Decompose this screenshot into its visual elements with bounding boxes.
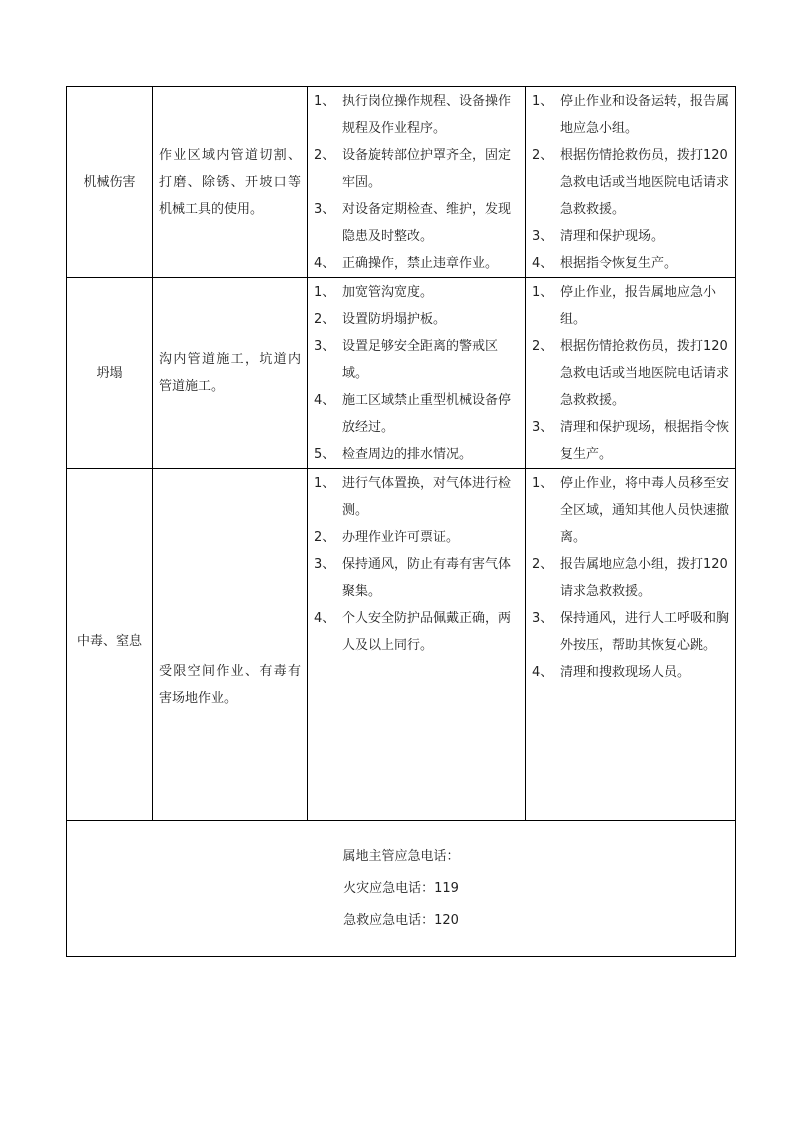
measures-list	[314, 88, 521, 277]
list-item: 2、 根据伤情抢救伤员，拨打120急救电话或当地医院电话请求急救救援。	[532, 148, 730, 217]
list-item: 3、 对设备定期检查、维护，发现隐患及时整改。	[314, 202, 512, 244]
list-item: 2、 报告属地应急小组，拨打120请求急救救援。	[532, 557, 728, 599]
list-item: 4、 施工区域禁止重型机械设备停放经过。	[314, 393, 512, 435]
measures-cell	[308, 469, 526, 821]
list-item: 3、 保持通风，进行人工呼吸和胸外按压，帮助其恢复心跳。	[532, 611, 730, 653]
table-row	[67, 87, 736, 278]
scope-cell: 沟内管道施工，坑道内管道施工。	[153, 278, 308, 469]
scope-cell: 受限空间作业、有毒有害场地作业。	[153, 469, 308, 821]
list-item: 3、 清理和保护现场。	[532, 229, 665, 244]
list-item: 3、 保持通风，防止有毒有害气体聚集。	[314, 557, 512, 599]
measures-cell	[308, 278, 526, 469]
list-item: 4、 根据指令恢复生产。	[532, 256, 678, 271]
responses-list	[532, 470, 731, 686]
list-item: 2、 办理作业许可票证。	[314, 530, 460, 545]
list-item: 4、 清理和搜救现场人员。	[532, 665, 691, 680]
list-item: 2、 根据伤情抢救伤员，拨打120急救电话或当地医院电话请求急救救援。	[532, 339, 730, 408]
responses-cell	[526, 87, 736, 278]
list-item: 1、 执行岗位操作规程、设备操作规程及作业程序。	[314, 94, 512, 136]
list-item: 5、 检查周边的排水情况。	[314, 447, 473, 462]
scope-cell: 作业区域内管道切割、打磨、除锈、开坡口等机械工具的使用。	[153, 87, 308, 278]
medical-phone: 急救应急电话：120	[343, 912, 459, 928]
list-item: 1、 停止作业，报告属地应急小组。	[532, 285, 717, 327]
hazard-cell: 坍塌	[67, 278, 153, 469]
responses-cell	[526, 278, 736, 469]
hazard-cell: 中毒、窒息	[67, 469, 153, 821]
table-row	[67, 469, 736, 821]
contacts-row	[67, 821, 736, 957]
list-item: 2、 设置防坍塌护板。	[314, 312, 447, 327]
measures-list	[314, 470, 521, 659]
emergency-measures-table	[66, 86, 736, 957]
measures-cell	[308, 87, 526, 278]
list-item: 1、 停止作业，将中毒人员移至安全区域，通知其他人员快速撤离。	[532, 476, 730, 545]
contacts-cell	[67, 821, 736, 957]
measures-list	[314, 279, 521, 468]
list-item: 4、 个人安全防护品佩戴正确，两人及以上同行。	[314, 611, 512, 653]
list-item: 3、 设置足够安全距离的警戒区域。	[314, 339, 499, 381]
fire-phone: 火灾应急电话：119	[343, 880, 459, 896]
hazard-cell: 机械伤害	[67, 87, 153, 278]
responses-cell	[526, 469, 736, 821]
contacts-title: 属地主管应急电话：	[342, 848, 460, 864]
table-row	[67, 278, 736, 469]
list-item: 4、 正确操作，禁止违章作业。	[314, 256, 499, 271]
list-item: 1、 进行气体置换，对气体进行检测。	[314, 476, 512, 518]
list-item: 1、 加宽管沟宽度。	[314, 285, 434, 300]
list-item: 2、 设备旋转部位护罩齐全，固定牢固。	[314, 148, 512, 190]
list-item: 1、 停止作业和设备运转，报告属地应急小组。	[532, 94, 730, 136]
responses-list	[532, 88, 731, 277]
responses-list	[532, 279, 731, 468]
list-item: 3、 清理和保护现场，根据指令恢复生产。	[532, 420, 730, 462]
